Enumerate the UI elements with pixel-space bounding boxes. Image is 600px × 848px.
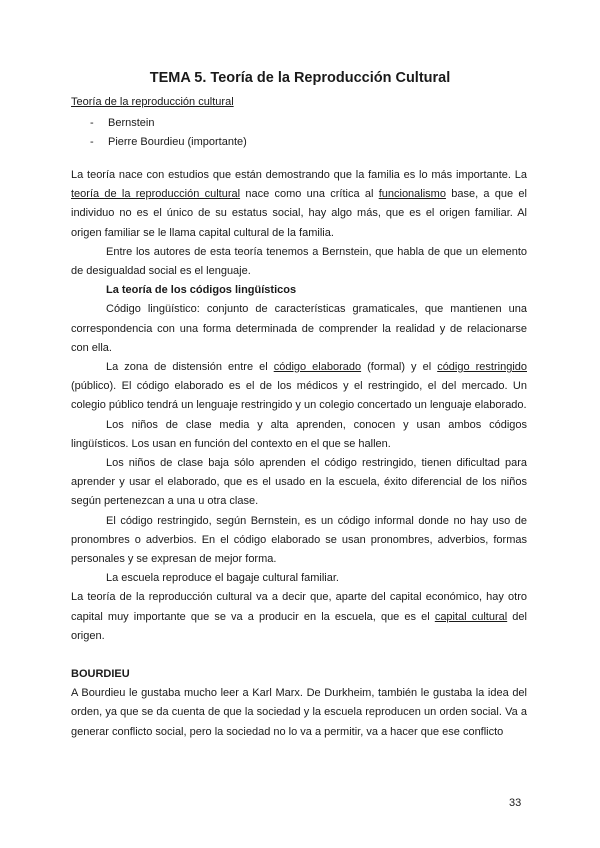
paragraph-restricted-code: El código restringido, según Bernstein, es un código informal donde no hay uso de pronombres o adverbios. En el código elaborado se usan pronombres, adverbios, formas personales y se expresan de mejor forma.	[71, 514, 527, 566]
list-item	[90, 133, 247, 152]
text-run: (formal) y el	[361, 361, 438, 374]
text-run: del origen.	[71, 610, 527, 642]
list-item-label: Pierre Bourdieu (importante)	[108, 136, 247, 148]
paragraph-bourdieu: A Bourdieu le gustaba mucho leer a Karl Marx. De Durkheim, también le gustaba la idea del orden, ya que se da cuenta de que la sociedad y la escuela reproducen un orden social. Va a generar conflicto social, pero la sociedad no lo va a permitir, va a hacer que ese conflicto	[71, 687, 527, 738]
section-heading-codigos: La teoría de los códigos lingüísticos	[106, 284, 297, 297]
underlined-term: teoría de la reproducción cultural	[71, 188, 241, 201]
text-run: nace como una crítica al	[240, 188, 379, 201]
page-number: 33	[509, 797, 522, 809]
list-dash: -	[90, 136, 94, 148]
text-run: La zona de distensión entre el	[106, 361, 274, 374]
paragraph-intro	[71, 166, 527, 243]
authors-list	[90, 114, 247, 152]
list-item	[90, 114, 247, 133]
underlined-term: capital cultural	[434, 610, 508, 623]
list-item-label: Bernstein	[108, 117, 155, 129]
text-run: La teoría nace con estudios que están demostrando que la familia es lo más importante. La	[71, 169, 527, 181]
paragraph-lower-class: Los niños de clase baja sólo aprenden el código restringido, tienen dificultad para aprender y usar el elaborado, que es el usado en la escuela, éxito diferencial de los niños según pertenezcan a una u otra clase.	[71, 457, 527, 508]
section-subtitle: Teoría de la reproducción cultural	[71, 96, 234, 108]
page-title: TEMA 5. Teoría de la Reproducción Cultural	[149, 70, 451, 86]
underlined-term: código elaborado	[273, 361, 362, 374]
document-body	[71, 166, 527, 742]
text-run: base, a que el individuo no es el único de su estatus social, hay algo más, que es el origen familiar. Al origen familiar se le llama capital cultural de la familia.	[71, 188, 527, 239]
section-heading-bourdieu: BOURDIEU	[71, 668, 130, 681]
paragraph-cultural-capital	[71, 588, 527, 646]
underlined-term: código restringido	[437, 361, 527, 374]
paragraph-definition: Código lingüístico: conjunto de características gramaticales, que mantienen una correspondencia con una forma determinada de comprender la realidad y de relacionarse con ella.	[71, 303, 527, 354]
paragraph-school: La escuela reproduce el bagaje cultural familiar.	[106, 572, 339, 585]
paragraph-bernstein: Entre los autores de esta teoría tenemos a Bernstein, que habla de que un elemento de desigualdad social es el lenguaje.	[71, 245, 527, 278]
paragraph-middle-class: Los niños de clase media y alta aprenden, conocen y usan ambos códigos lingüísticos. Los usan en función del contexto en el que se hallen.	[71, 418, 527, 450]
text-run: La teoría de la reproducción cultural va a decir que, aparte del capital económico, hay otro capital muy importante que se va a producir en la escuela, que es el	[71, 591, 527, 623]
list-dash: -	[90, 117, 94, 129]
paragraph-codes	[71, 358, 527, 416]
underlined-term: funcionalismo	[378, 188, 446, 201]
text-run: (público). El código elaborado es el de los médicos y el restringido, el del mercado. Un colegio público tendrá un lenguaje restringido y un colegio concertado un lenguaje elaborado.	[71, 380, 527, 412]
